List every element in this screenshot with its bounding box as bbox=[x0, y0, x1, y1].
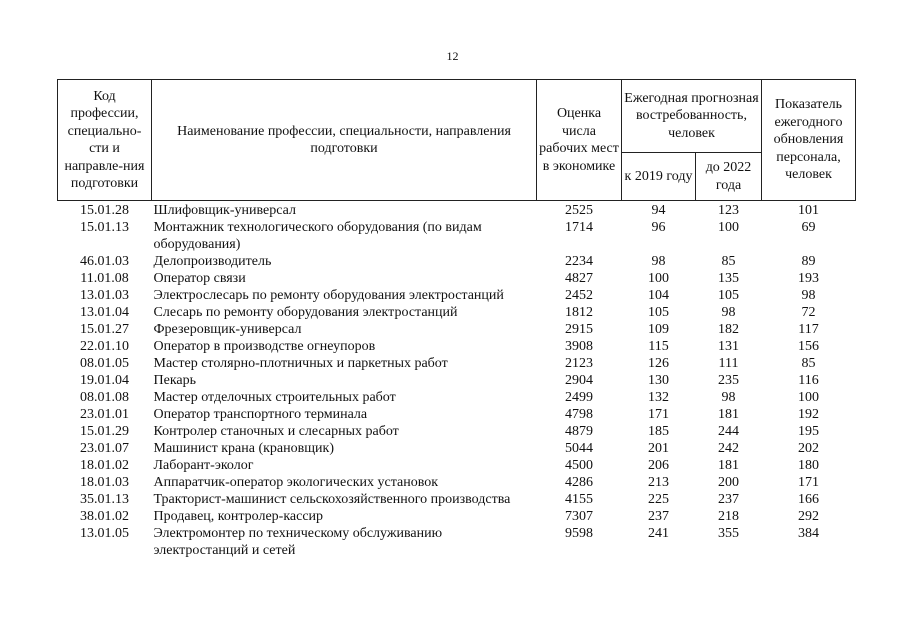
row-name: Машинист крана (крановщик) bbox=[153, 441, 334, 456]
row-demand-2022: 235 bbox=[718, 373, 739, 388]
row-code: 35.01.13 bbox=[80, 492, 129, 507]
row-code: 08.01.08 bbox=[80, 390, 129, 405]
row-name: Мастер столярно-плотничных и паркетных работ bbox=[153, 356, 448, 371]
row-workplaces: 2452 bbox=[565, 288, 593, 303]
table-row bbox=[58, 406, 856, 423]
row-workplaces: 2234 bbox=[565, 254, 593, 269]
row-demand-2019: 171 bbox=[648, 407, 669, 422]
row-demand-2022: 242 bbox=[718, 441, 739, 456]
row-demand-2022: 218 bbox=[718, 509, 739, 524]
table-row bbox=[58, 423, 856, 440]
row-demand-2019: 225 bbox=[648, 492, 669, 507]
row-renewal: 193 bbox=[798, 271, 819, 286]
table-row bbox=[58, 389, 856, 406]
row-demand-2019: 201 bbox=[648, 441, 669, 456]
table-row bbox=[58, 474, 856, 491]
table-body bbox=[58, 201, 856, 560]
row-code: 23.01.07 bbox=[80, 441, 129, 456]
row-code: 13.01.04 bbox=[80, 305, 129, 320]
row-demand-2019: 126 bbox=[648, 356, 669, 371]
row-demand-2019: 109 bbox=[648, 322, 669, 337]
row-workplaces: 4155 bbox=[565, 492, 593, 507]
row-renewal: 85 bbox=[801, 356, 816, 371]
row-demand-2022: 105 bbox=[718, 288, 739, 303]
table-row bbox=[58, 287, 856, 304]
row-workplaces: 4879 bbox=[565, 424, 593, 439]
row-name: Электрослесарь по ремонту оборудования электростанций bbox=[153, 288, 504, 303]
row-name: Пекарь bbox=[153, 373, 197, 388]
row-demand-2019: 237 bbox=[648, 509, 669, 524]
row-renewal: 384 bbox=[798, 526, 819, 541]
table-row bbox=[58, 201, 856, 220]
row-code: 13.01.05 bbox=[80, 526, 129, 541]
row-name: Делопроизводитель bbox=[153, 254, 272, 269]
row-demand-2022: 85 bbox=[721, 254, 736, 269]
row-demand-2019: 96 bbox=[651, 220, 666, 235]
row-demand-2022: 237 bbox=[718, 492, 739, 507]
row-demand-2019: 98 bbox=[651, 254, 666, 269]
table-row bbox=[58, 491, 856, 508]
table-row bbox=[58, 219, 856, 253]
table-row bbox=[58, 321, 856, 338]
row-workplaces: 4827 bbox=[565, 271, 593, 286]
row-code: 23.01.01 bbox=[80, 407, 129, 422]
table-row bbox=[58, 457, 856, 474]
table-row bbox=[58, 338, 856, 355]
row-workplaces: 2915 bbox=[565, 322, 593, 337]
row-name: Шлифовщик-универсал bbox=[153, 203, 296, 218]
professions-table bbox=[57, 79, 856, 559]
row-workplaces: 5044 bbox=[565, 441, 593, 456]
row-code: 15.01.27 bbox=[80, 322, 129, 337]
row-demand-2022: 181 bbox=[718, 407, 739, 422]
header-demand-2019: к 2019 году bbox=[622, 153, 696, 201]
row-name: Монтажник технологического оборудования (по видам оборудования) bbox=[153, 220, 482, 252]
row-code: 11.01.08 bbox=[80, 271, 129, 286]
row-demand-2022: 200 bbox=[718, 475, 739, 490]
row-demand-2019: 185 bbox=[648, 424, 669, 439]
row-demand-2019: 206 bbox=[648, 458, 669, 473]
row-workplaces: 9598 bbox=[565, 526, 593, 541]
table-row bbox=[58, 508, 856, 525]
header-name: Наименование профессии, специальности, направления подготовки bbox=[152, 80, 537, 201]
header-demand: Ежегодная прогнозная востребованность, человек bbox=[622, 80, 762, 153]
row-workplaces: 4798 bbox=[565, 407, 593, 422]
table-row bbox=[58, 525, 856, 559]
page-number: 12 bbox=[446, 49, 459, 63]
row-renewal: 195 bbox=[798, 424, 819, 439]
row-renewal: 117 bbox=[798, 322, 819, 337]
row-code: 18.01.02 bbox=[80, 458, 129, 473]
row-renewal: 180 bbox=[798, 458, 819, 473]
table-row bbox=[58, 270, 856, 287]
row-name: Продавец, контролер-кассир bbox=[153, 509, 324, 524]
row-name: Оператор связи bbox=[153, 271, 246, 286]
row-code: 46.01.03 bbox=[80, 254, 129, 269]
row-name: Мастер отделочных строительных работ bbox=[153, 390, 396, 405]
row-workplaces: 7307 bbox=[565, 509, 593, 524]
row-name: Фрезеровщик-универсал bbox=[153, 322, 302, 337]
row-demand-2019: 130 bbox=[648, 373, 669, 388]
row-renewal: 202 bbox=[798, 441, 819, 456]
row-code: 08.01.05 bbox=[80, 356, 129, 371]
table-row bbox=[58, 372, 856, 389]
row-name: Электромонтер по техническому обслуживанию электростанций и сетей bbox=[153, 526, 443, 558]
table-row bbox=[58, 304, 856, 321]
row-workplaces: 1812 bbox=[565, 305, 593, 320]
row-name: Слесарь по ремонту оборудования электростанций bbox=[153, 305, 458, 320]
row-demand-2022: 100 bbox=[718, 220, 739, 235]
row-workplaces: 4286 bbox=[565, 475, 593, 490]
row-workplaces: 3908 bbox=[565, 339, 593, 354]
row-code: 15.01.13 bbox=[80, 220, 129, 235]
row-renewal: 171 bbox=[798, 475, 819, 490]
row-renewal: 166 bbox=[798, 492, 819, 507]
row-workplaces: 2499 bbox=[565, 390, 593, 405]
row-renewal: 156 bbox=[798, 339, 819, 354]
row-demand-2022: 135 bbox=[718, 271, 739, 286]
row-name: Оператор транспортного терминала bbox=[153, 407, 368, 422]
row-code: 38.01.02 bbox=[80, 509, 129, 524]
row-name: Оператор в производстве огнеупоров bbox=[153, 339, 376, 354]
row-name: Тракторист-машинист сельскохозяйственного производства bbox=[153, 492, 511, 507]
row-demand-2022: 244 bbox=[718, 424, 739, 439]
row-demand-2022: 98 bbox=[721, 390, 736, 405]
row-demand-2022: 182 bbox=[718, 322, 739, 337]
row-renewal: 89 bbox=[801, 254, 816, 269]
row-code: 15.01.29 bbox=[80, 424, 129, 439]
row-name: Контролер станочных и слесарных работ bbox=[153, 424, 399, 439]
row-renewal: 100 bbox=[798, 390, 819, 405]
row-demand-2022: 131 bbox=[718, 339, 739, 354]
row-demand-2019: 94 bbox=[651, 203, 666, 218]
row-demand-2019: 241 bbox=[648, 526, 669, 541]
row-code: 15.01.28 bbox=[80, 203, 129, 218]
row-code: 22.01.10 bbox=[80, 339, 129, 354]
table-row bbox=[58, 355, 856, 372]
row-code: 19.01.04 bbox=[80, 373, 129, 388]
row-workplaces: 4500 bbox=[565, 458, 593, 473]
header-demand-2022: до 2022 года bbox=[696, 153, 762, 201]
row-demand-2022: 111 bbox=[718, 356, 739, 371]
row-demand-2022: 181 bbox=[718, 458, 739, 473]
header-workplaces: Оценка числа рабочих мест в экономике bbox=[537, 80, 622, 201]
row-demand-2022: 123 bbox=[718, 203, 739, 218]
table-header bbox=[58, 80, 856, 201]
row-demand-2019: 115 bbox=[648, 339, 669, 354]
row-renewal: 292 bbox=[798, 509, 819, 524]
row-workplaces: 2904 bbox=[565, 373, 593, 388]
row-demand-2019: 105 bbox=[648, 305, 669, 320]
row-workplaces: 2123 bbox=[565, 356, 593, 371]
row-demand-2022: 355 bbox=[718, 526, 739, 541]
table-row bbox=[58, 253, 856, 270]
row-code: 13.01.03 bbox=[80, 288, 129, 303]
row-name: Аппаратчик-оператор экологических установок bbox=[153, 475, 439, 490]
row-renewal: 72 bbox=[801, 305, 816, 320]
row-renewal: 116 bbox=[798, 373, 819, 388]
row-demand-2019: 132 bbox=[648, 390, 669, 405]
row-renewal: 101 bbox=[798, 203, 819, 218]
row-demand-2022: 98 bbox=[721, 305, 736, 320]
row-demand-2019: 104 bbox=[648, 288, 669, 303]
row-renewal: 69 bbox=[801, 220, 816, 235]
table-row bbox=[58, 440, 856, 457]
row-renewal: 192 bbox=[798, 407, 819, 422]
row-workplaces: 2525 bbox=[565, 203, 593, 218]
header-renewal: Показатель ежегодного обновления персонала, человек bbox=[762, 80, 856, 201]
row-workplaces: 1714 bbox=[565, 220, 593, 235]
row-renewal: 98 bbox=[801, 288, 816, 303]
row-demand-2019: 100 bbox=[648, 271, 669, 286]
row-code: 18.01.03 bbox=[80, 475, 129, 490]
row-demand-2019: 213 bbox=[648, 475, 669, 490]
row-name: Лаборант-эколог bbox=[153, 458, 254, 473]
header-code: Код профессии, специально-сти и направле-ния подготовки bbox=[58, 80, 152, 201]
